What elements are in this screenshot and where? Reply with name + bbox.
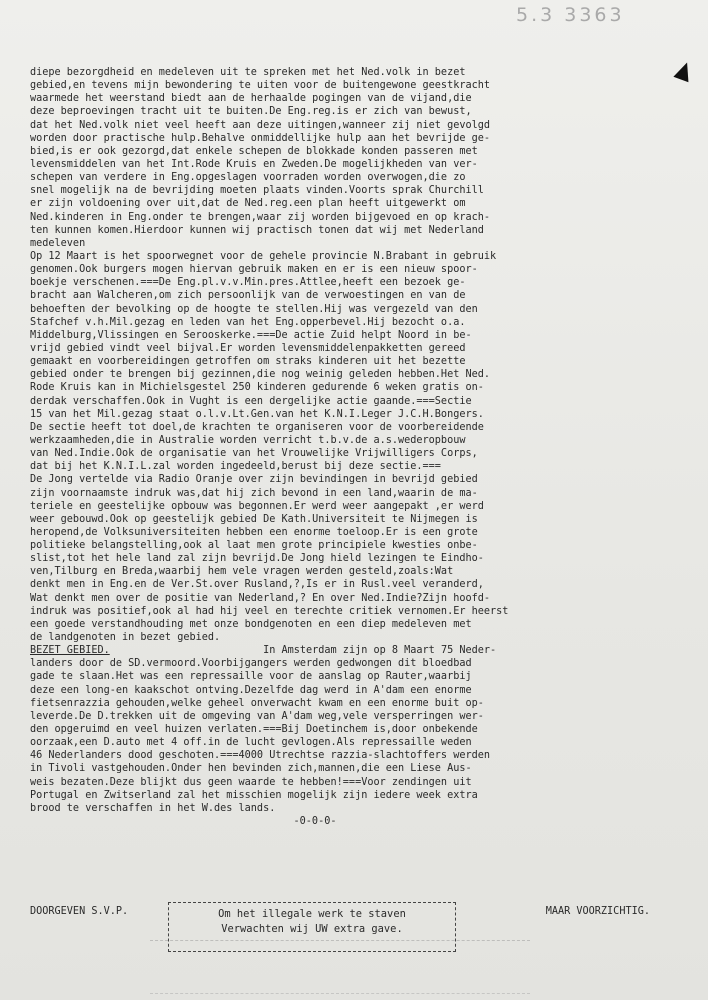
text-line: De sectie heeft tot doel,de krachten te organiseren voor de voorbereidende xyxy=(30,421,484,433)
text-line: diepe bezorgdheid en medeleven uit te spreken met het Ned.volk in bezet xyxy=(30,67,466,78)
section-occupied-area-news xyxy=(30,657,690,815)
text-line: heropend,de Volksuniversiteiten hebben een enorme toeloop.Er is een grote xyxy=(30,526,478,538)
text-line: behoeften der bevolking op de hoogte te stellen.Hij was vergezeld van den xyxy=(30,303,478,315)
text-line: Stafchef v.h.Mil.gezag en leden van het Eng.opperbevel.Hij bezocht o.a. xyxy=(30,316,466,328)
text-line: gade te slaan.Het was een repressaille voor de aanslag op Rauter,waarbij xyxy=(30,671,472,683)
text-line: fietsenrazzia gehouden,welke geheel onverwacht kwam en een enorme buit op- xyxy=(30,697,484,709)
text-line: oorzaak,een D.auto met 4 off.in de lucht gevlogen.Als repressaille weden xyxy=(30,737,472,749)
text-line: teriele en geestelijke opbouw was begonnen.Er werd weer aangepakt ,er werd xyxy=(30,500,484,512)
text-line: medeleven xyxy=(30,237,86,249)
caution-note: MAAR VOORZICHTIG. xyxy=(545,906,650,917)
text-line: landers door de SD.vermoord.Voorbijgangers werden gedwongen dit bloedbad xyxy=(30,658,472,670)
text-line: deze een long-en kaakschot ontving.Dezelfde dag werd in A'dam een enorme xyxy=(30,684,472,696)
text-line: levensmiddelen van het Int.Rode Kruis en Zweden.De mogelijkheden van ver- xyxy=(30,158,478,170)
stamp-line-2: Verwachten wij UW extra gave. xyxy=(221,923,403,935)
text-line: politieke belangstelling,ook al laat men grote principiele kwesties onbe- xyxy=(30,540,478,552)
text-line: weis bezaten.Deze blijkt dus geen waarde te hebben!===Voor zendingen uit xyxy=(30,776,472,788)
text-line: 15 van het Mil.gezag staat o.l.v.Lt.Gen.van het K.N.I.Leger J.C.H.Bongers. xyxy=(30,408,484,420)
text-line: gebied,en tevens mijn bewondering te uiten voor de buitengewone geestkracht xyxy=(30,80,491,92)
text-line: brood te verschaffen in het W.des lands. xyxy=(30,802,276,814)
text-line: bracht aan Walcheren,om zich persoonlijk van de verwoestingen en van de xyxy=(30,290,466,302)
text-line: van Ned.Indie.Ook de organisatie van het Vrouwelijke Vrijwilligers Corps, xyxy=(30,448,478,460)
section-separator: -0-0-0- xyxy=(293,816,337,828)
text-line: worden door practische hulp.Behalve onmiddellijke hulp aan het bevrijde ge- xyxy=(30,132,491,144)
occupied-area-intro: In Amsterdam zijn op 8 Maart 75 Neder- xyxy=(263,645,497,657)
text-line: Rode Kruis kan in Michielsgestel 250 kinderen gedurende 6 weken gratis on- xyxy=(30,382,484,394)
occupied-area-heading-line xyxy=(30,644,690,657)
text-line: Middelburg,Vlissingen en Serooskerke.===De actie Zuid helpt Noord in be- xyxy=(30,329,472,341)
text-line: vrijd gebied vindt veel bijval.Er worden levensmiddelenpakketten gereed xyxy=(30,342,466,354)
occupied-area-heading: BEZET GEBIED. xyxy=(30,645,110,657)
text-line: in Tivoli vastgehouden.Onder hen bevinden zich,mannen,die een Liese Aus- xyxy=(30,763,472,775)
pass-on-note: DOORGEVEN S.V.P. xyxy=(30,906,129,917)
text-line: derdak verschaffen.Ook in Vught is een dergelijke actie gaande.===Sectie xyxy=(30,395,472,407)
text-line: dat het Ned.volk niet veel heeft aan deze uitingen,wanneer zij niet gevolgd xyxy=(30,119,491,131)
document-body xyxy=(30,66,690,828)
text-line: weer gebouwd.Ook op geestelijk gebied De Kath.Universiteit te Nijmegen is xyxy=(30,513,478,525)
text-line: De Jong vertelde via Radio Oranje over zijn bevindingen in bevrijd gebied xyxy=(30,474,478,486)
text-line: schepen van verdere in Eng.opgeslagen voorraden worden overwogen,die zo xyxy=(30,172,466,184)
archive-reference-number: 5.3 3363 xyxy=(516,4,625,26)
text-line: Ned.kinderen in Eng.onder te brengen,waar zij worden bijgevoed en op krach- xyxy=(30,211,491,223)
text-line: bied,is er ook gezorgd,dat enkele schepen de blokkade konden passeren met xyxy=(30,145,478,157)
text-line: gebied onder te brengen bij gezinnen,die nog weinig geleden hebben.Het Ned. xyxy=(30,369,491,381)
text-line: denkt men in Eng.en de Ver.St.over Rusland,?,Is er in Rusl.veel veranderd, xyxy=(30,579,484,591)
text-line: dat bij het K.N.I.L.zal worden ingedeeld,berust bij deze sectie.=== xyxy=(30,461,441,473)
stencil-smudge xyxy=(150,940,530,994)
text-line: Wat denkt men over de positie van Nederland,? En over Ned.Indie?Zijn hoofd- xyxy=(30,592,491,604)
text-line: een goede verstandhouding met onze bondgenoten en een diep medeleven met xyxy=(30,618,472,630)
text-line: slist,tot het hele land zal zijn bevrijd.De Jong hield lezingen te Eindho- xyxy=(30,553,484,565)
text-line: gemaakt en voorbereidingen getroffen om straks kinderen uit het bezette xyxy=(30,356,466,368)
text-line: Portugal en Zwitserland zal het misschien mogelijk zijn iedere week extra xyxy=(30,789,478,801)
text-line: den opgeruimd en veel huizen verlaten.===Bij Doetinchem is,door onbekende xyxy=(30,724,478,736)
text-line: Op 12 Maart is het spoorwegnet voor de gehele provincie N.Brabant in gebruik xyxy=(30,250,497,262)
section-churchill-statement xyxy=(30,66,690,250)
text-line: de landgenoten in bezet gebied. xyxy=(30,632,221,644)
stamp-line-1: Om het illegale werk te staven xyxy=(218,908,406,920)
text-line: leverde.De D.trekken uit de omgeving van A'dam weg,vele versperringen wer- xyxy=(30,710,484,722)
text-line: genomen.Ook burgers mogen hiervan gebruik maken en er is een nieuw spoor- xyxy=(30,264,478,276)
text-line: ven,Tilburg en Breda,waarbij hem vele vragen werden gesteld,zoals:Wat xyxy=(30,566,454,578)
text-line: ten kunnen komen.Hierdoor kunnen wij practisch tonen dat wij met Nederland xyxy=(30,224,484,236)
text-line: zijn voornaamste indruk was,dat hij zich bevond in een land,waarin de ma- xyxy=(30,487,478,499)
text-line: er zijn voldoening over uit,dat de Ned.reg.een plan heeft uitgewerkt om xyxy=(30,198,466,210)
text-line: deze beproevingen tracht uit te buiten.De Eng.reg.is er zich van bewust, xyxy=(30,106,472,118)
text-line: werkzaamheden,die in Australie worden verricht t.b.v.de a.s.wederopbouw xyxy=(30,434,466,446)
section-liberated-area-news xyxy=(30,250,690,644)
text-line: indruk was positief,ook al had hij veel en terechte critiek vernomen.Er heerst xyxy=(30,605,509,617)
text-line: waarmede het weerstand biedt aan de herhaalde pogingen van de vijand,die xyxy=(30,93,472,105)
text-line: boekje verschenen.===De Eng.pl.v.v.Min.pres.Attlee,heeft een bezoek ge- xyxy=(30,277,466,289)
text-line: 46 Nederlanders dood geschoten.===4000 Utrechtse razzia-slachtoffers werden xyxy=(30,750,491,762)
text-line: snel mogelijk na de bevrijding moeten plaats vinden.Voorts sprak Churchill xyxy=(30,185,484,197)
